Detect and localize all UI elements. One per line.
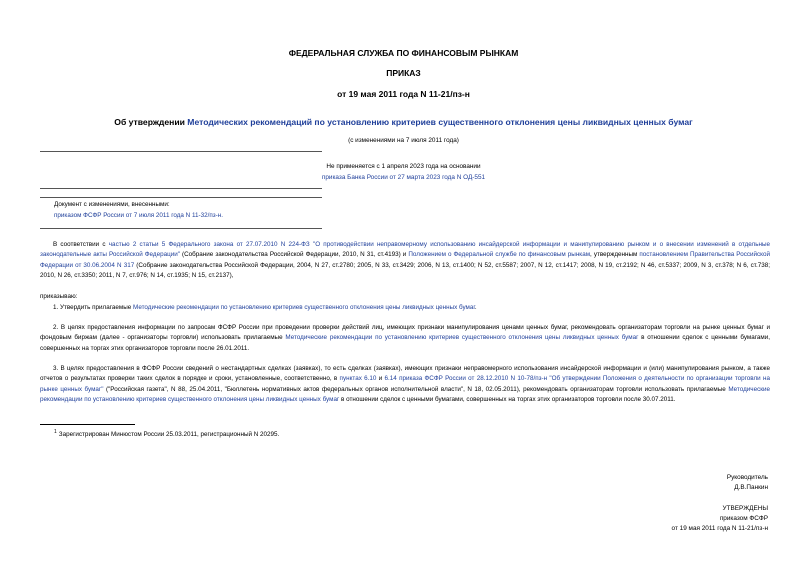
preamble-paragraph (40, 240, 770, 281)
item-text: в отношении сделок с ценными бумагами, совершенных на торгах этих организаторов торговли после 30.07.2011. (339, 395, 676, 403)
divider (40, 151, 322, 152)
divider (40, 197, 322, 198)
order-link[interactable]: 6.14 приказа ФСФР России от 28.12.2010 N 10-78/пз-н "Об утверждении Положения о деятельности по организации торговли на рынке ценных бумаг" (40, 375, 770, 393)
signature-block (727, 473, 768, 493)
item-text: 3. В целях предоставления в ФСФР России сведений о нестандартных сделках (заявках), то есть сделках (заявках), имеющих признаки неправомерного использования инсайдерской информации и (или) манипулирования рынком, а также отчетов о результатах проверки таких сделок в порядке и сроки, установленные, соответственно, в (40, 365, 770, 383)
approval-block (672, 504, 768, 534)
doc-type-heading: ПРИКАЗ (386, 68, 421, 78)
law-link[interactable]: частью 2 статьи 5 Федерального закона от 27.07.2010 N 224-ФЗ "О противодействии неправомерному использованию инсайдерской информации и манипулированию рынком и о внесении изменений в отдельные законодательные акты Российской Федерации" (40, 241, 770, 259)
item-2 (40, 323, 770, 354)
title-link[interactable]: Методических рекомендаций по установлению критериев существенного отклонения цены ликвидных ценных бумаг (187, 117, 693, 127)
divider (40, 188, 322, 189)
notice-link[interactable]: приказа Банка России от 27 марта 2023 года N ОД-551 (321, 174, 486, 181)
signature-role: Руководитель (726, 474, 768, 481)
agency-heading: ФЕДЕРАЛЬНАЯ СЛУЖБА ПО ФИНАНСОВЫМ РЫНКАМ (288, 48, 519, 58)
item-text: в отношении сделок с ценными бумагами, совершенных на торгах этих организаторов торговли после 26.01.2011. (40, 334, 770, 352)
footnote-text: Зарегистрирован Минюстом России 25.03.2011, регистрационный N 20295. (58, 431, 280, 439)
order-word: приказываю: (40, 293, 78, 300)
regulation-link[interactable]: Положением о Федеральной службе по финансовым рынкам (408, 251, 591, 259)
footnote-divider (40, 424, 135, 425)
footnote (54, 427, 279, 441)
approved-label: УТВЕРЖДЕНЫ (722, 505, 768, 512)
preamble-text: , утвержденным (590, 251, 640, 259)
recommendations-link[interactable]: Методические рекомендации по установлению критериев существенного отклонения цены ликвидных ценных бумаг (285, 334, 639, 342)
decree-link[interactable]: постановлением Правительства Российской Федерации от 30.06.2004 N 317 (40, 251, 771, 269)
preamble-text: (Собрание законодательства Российской Федерации, 2010, N 31, ст.4193) и (179, 251, 409, 259)
item-text: ("Российская газета", N 88, 25.04.2011, "Бюллетень нормативных актов федеральных органов исполнительной власти", N 18, 02.05.2011), рекомендовать организаторам торговли использовать прилагаемые (103, 385, 729, 393)
signature-name: Д.В.Панкин (734, 484, 768, 491)
recommendations-link[interactable]: Методические рекомендации по установлению критериев существенного отклонения цены ликвидных ценных бумаг (40, 385, 770, 403)
recommendations-link[interactable]: Методические рекомендации по установлению критериев существенного отклонения цены ликвидных ценных бумаг (133, 304, 475, 311)
item-text: 2. В целях предоставления информации по запросам ФСФР России при проведении проверки действий лиц, имеющих признаки манипулирования ценами ценных бумаг, рекомендовать организаторам торговли на рынке ценных бумаг и фондовым биржам (далее - организаторы торговли) использовать прилагаемые (40, 324, 770, 342)
footnote-mark: 1 (54, 429, 57, 435)
changes-link[interactable]: приказом ФСФР России от 7 июля 2011 года N 11-32/пз-н. (54, 212, 223, 219)
order-date-number: от 19 мая 2011 года N 11-21/пз-н (337, 89, 470, 99)
item-3 (40, 364, 770, 405)
changes-label: Документ с изменениями, внесенными: (54, 201, 170, 208)
document-title (0, 117, 807, 127)
divider (40, 228, 322, 229)
item-text: . (474, 304, 477, 311)
preamble-text: (Собрание законодательства Российской Федерации, 2004, N 27, ст.2780; 2005, N 33, ст.3429; 2006, N 13, ст.1400; N 52, ст.5587; 2007, N 12, ст.1417; 2008, N 19, ст.2192; N 46, ст.5337; 2009, N 3, ст.378; N 6, ст.738; 2010, N 26, ст.3350; 2011, N 7, ст.976; N 14, ст.1935; N 15, ст.2137), (40, 261, 770, 279)
item-1 (40, 303, 770, 313)
preamble-text: В соответствии с (53, 241, 109, 248)
amended-note: (с изменениями на 7 июля 2011 года) (348, 137, 459, 144)
clause-link[interactable]: пунктах 6.10 (339, 375, 377, 383)
notice-text: Не применяется с 1 апреля 2023 года на основании (326, 163, 481, 170)
approved-by: приказом ФСФР (719, 515, 768, 522)
title-prefix: Об утверждении (114, 117, 188, 127)
item-text: 1. Утвердить прилагаемые (53, 304, 133, 311)
approved-date: от 19 мая 2011 года N 11-21/пз-н (671, 525, 768, 532)
item-text: и (376, 375, 385, 383)
